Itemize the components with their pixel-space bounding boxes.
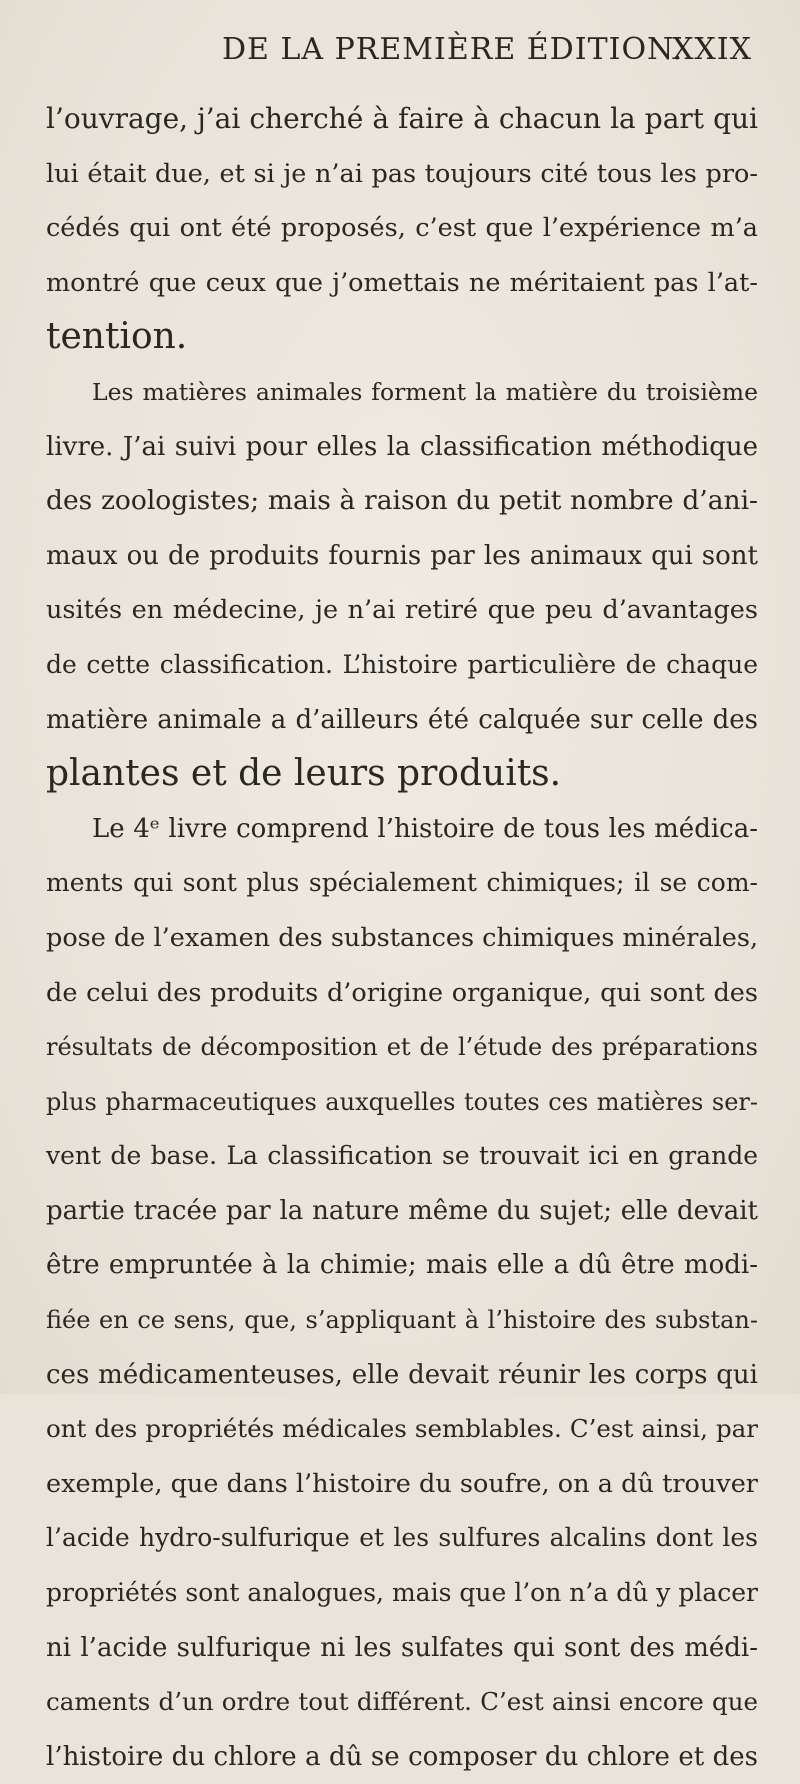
text-line: de celui des produits d’origine organique, qui sont des (46, 977, 758, 1008)
running-title: DE LA PREMIÈRE ÉDITION. (222, 32, 683, 67)
text-line: plantes et de leurs produits. (46, 753, 562, 795)
text-line: de cette classification. L’histoire particulière de chaque (46, 649, 758, 679)
text-line: ments qui sont plus spécialement chimiques; il se com- (46, 868, 758, 898)
text-line: ces médicamenteuses, elle devait réunir les corps qui (46, 1359, 758, 1390)
text-line: être empruntée à la chimie; mais elle a dû être modi- (46, 1250, 758, 1281)
page-number: XXIX (672, 32, 752, 67)
text-line: tention. (46, 316, 188, 358)
text-line: fiée en ce sens, que, s’appliquant à l’histoire des substan- (46, 1306, 758, 1335)
text-line: vent de base. La classification se trouvait ici en grande (46, 1141, 758, 1171)
text-line: l’acide hydro-sulfurique et les sulfures alcalins dont les (46, 1523, 758, 1553)
text-line: l’ouvrage, j’ai cherché à faire à chacun la part qui (46, 102, 758, 135)
text-line: montré que ceux que j’omettais ne méritaient pas l’at- (46, 267, 758, 298)
text-line: résultats de décomposition et de l’étude des préparations (46, 1033, 758, 1062)
text-line: matière animale a d’ailleurs été calquée sur celle des (46, 704, 758, 735)
text-line: ni l’acide sulfurique ni les sulfates qui sont des médi- (46, 1632, 758, 1663)
text-line: des zoologistes; mais à raison du petit nombre d’ani- (46, 485, 758, 517)
text-line: plus pharmaceutiques auxquelles toutes ces matières ser- (46, 1087, 758, 1116)
text-line: usités en médecine, je n’ai retiré que peu d’avantages (46, 595, 758, 626)
text-line: caments d’un ordre tout différent. C’est ainsi encore que (46, 1687, 758, 1717)
paragraph-start-line: Le 4ᵉ livre comprend l’histoire de tous les médica- (92, 813, 758, 844)
body-text (46, 92, 758, 1784)
text-line: maux ou de produits fournis par les animaux qui sont (46, 540, 758, 571)
text-line: partie tracée par la nature même du sujet; elle devait (46, 1195, 758, 1226)
text-line: livre. J’ai suivi pour elles la classification méthodique (46, 431, 758, 462)
text-line: exemple, que dans l’histoire du soufre, on a dû trouver (46, 1468, 758, 1499)
text-line: cédés qui ont été proposés, c’est que l’expérience m’a (46, 213, 758, 244)
text-line: pose de l’examen des substances chimiques minérales, (46, 922, 759, 953)
running-header (0, 32, 800, 82)
paragraph-start-line: Les matières animales forment la matière du troisième (92, 377, 758, 406)
text-line: l’histoire du chlore a dû se composer du chlore et des (46, 1741, 758, 1772)
text-line: lui était due, et si je n’ai pas toujours cité tous les pro- (46, 158, 758, 189)
text-line: ont des propriétés médicales semblables. C’est ainsi, par (46, 1414, 758, 1444)
text-line: propriétés sont analogues, mais que l’on n’a dû y placer (46, 1578, 758, 1608)
